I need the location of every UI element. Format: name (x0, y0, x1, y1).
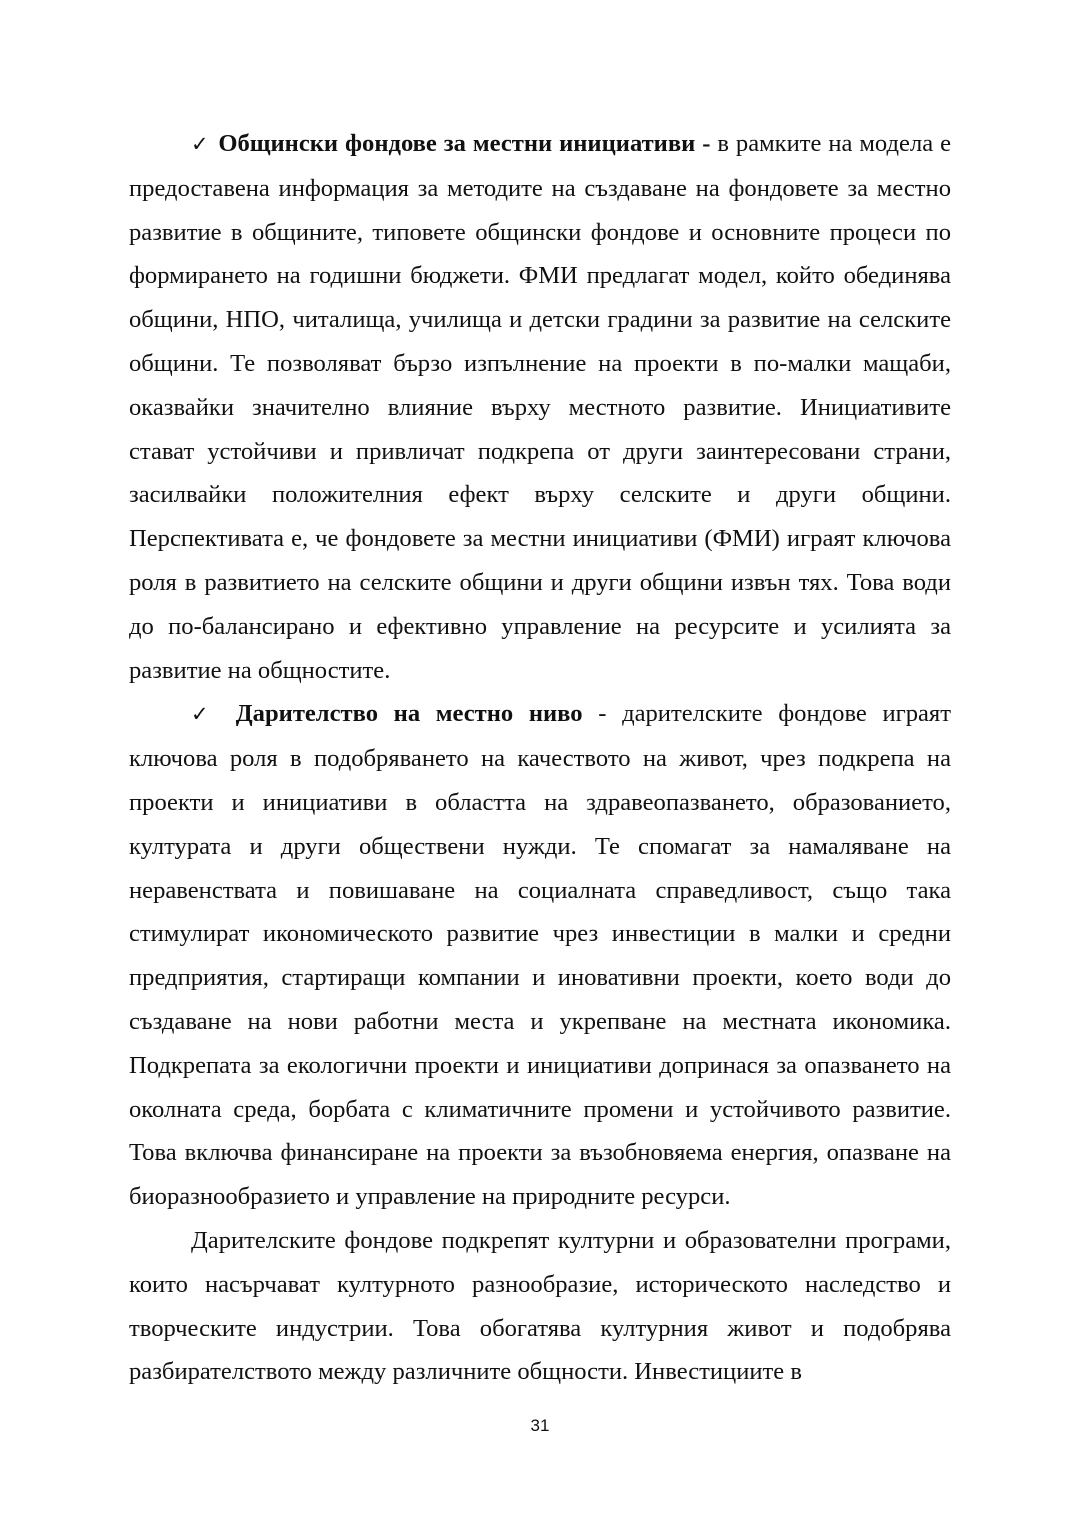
paragraph-local-philanthropy (129, 692, 951, 1219)
paragraph-text: - дарителските фондове играят ключова роля в подобряването на качеството на живот, чрез подкрепа на проекти и инициативи в областта на здравеопазването, образованието, културата и други обществени нужди. Те спомагат за намаляване на неравенствата и повишаване на социалната справедливост, също така стимулират икономическото развитие чрез инвестиции в малки и средни предприятия, стартиращи компании и иновативни проекти, което води до създаване на нови работни места и укрепване на местната икономика. Подкрепата за екологични проекти и инициативи допринася за опазването на околната среда, борбата с климатичните промени и устойчивото развитие. Това включва финансиране на проекти за възобновяема енергия, опазване на биоразнообразието и управление на природните ресурси. (129, 700, 951, 1211)
body-text (129, 122, 951, 1394)
checkmark-icon: ✓ (191, 702, 219, 727)
page-number: 31 (530, 1416, 550, 1435)
paragraph-text: в рамките на модела е предоставена информация за методите на създаване на фондовете за местно развитие в общините, типовете общински фондове и основните процеси по формирането на годишни бюджети. ФМИ предлагат модел, който обединява общини, НПО, читалища, училища и детски градини за развитие на селските общини. Те позволяват бързо изпълнение на проекти в по-малки мащаби, оказвайки значително влияние върху местното развитие. Инициативите стават устойчиви и привличат подкрепа от други заинтересовани страни, засилвайки положителния ефект върху селските и други общини. Перспективата е, че фондовете за местни инициативи (ФМИ) играят ключова роля в развитието на селските общини и други общини извън тях. Това води до по-балансирано и ефективно управление на ресурсите и усилията за развитие на общностите. (129, 130, 951, 684)
paragraph-heading: Общински фондове за местни инициативи - (218, 130, 711, 157)
checkmark-icon: ✓ (191, 132, 210, 156)
paragraph-municipal-funds (129, 122, 951, 692)
paragraph-heading: Дарителство на местно ниво (235, 700, 583, 728)
paragraph-donor-funds (129, 1219, 951, 1394)
paragraph-text: Дарителските фондове подкрепят културни и образователни програми, които насърчават културното разнообразие, историческото наследство и творческите индустрии. Това обогатява културния живот и подобрява разбирателството между различните общности. Инвестициите в (129, 1226, 951, 1386)
